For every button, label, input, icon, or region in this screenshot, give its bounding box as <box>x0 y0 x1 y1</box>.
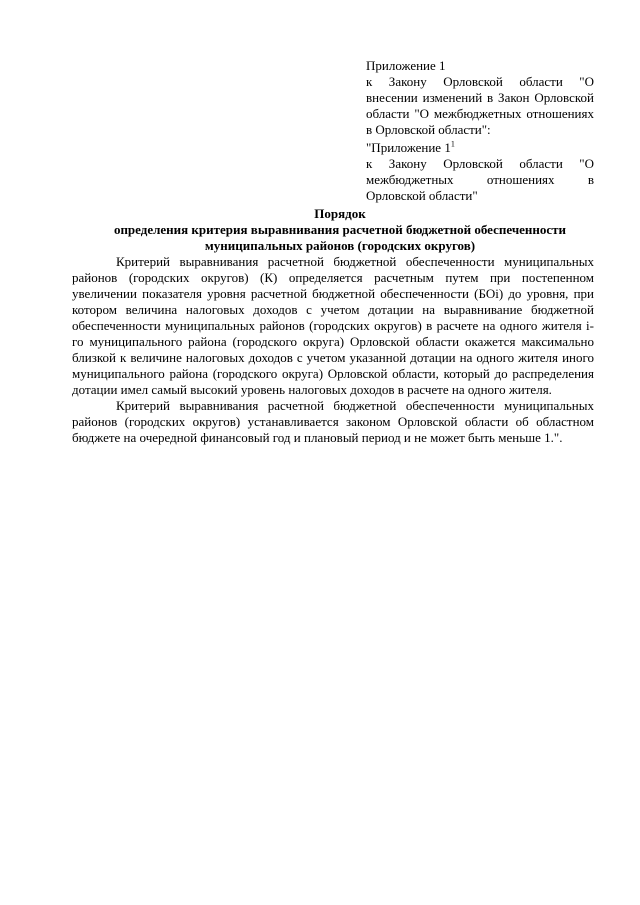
appendix-2-heading <box>366 140 594 204</box>
appendix-2-text: к Закону Орловской области "О межбюджетных отношениях в Орловской области" <box>366 156 594 203</box>
appendix-1-text: к Закону Орловской области "О внесении изменений в Закон Орловской области "О межбюджетных отношениях в Орловской области": <box>366 74 594 137</box>
appendix-2-title-line <box>366 140 594 156</box>
title-line-2: определения критерия выравнивания расчетной бюджетной обеспеченности <box>113 222 567 237</box>
body-paragraph-2: Критерий выравнивания расчетной бюджетной обеспеченности муниципальных районов (городских округов) устанавливается законом Орловской области об областном бюджете на очередной финансовый год и плановый период и не может быть меньше 1.". <box>72 398 594 445</box>
appendix-2-superscript: 1 <box>450 139 455 149</box>
document-title <box>70 206 610 254</box>
appendix-1-heading <box>366 58 594 138</box>
appendix-2-title: "Приложение 1 <box>366 140 451 155</box>
body-paragraph-1: Критерий выравнивания расчетной бюджетной обеспеченности муниципальных районов (городских округов) (К) определяется расчетным путем при постепенном увеличении показателя уровня расчетной бюджетной обеспеченности (БОi) до уровня, при котором величина налоговых доходов с учетом дотации на выравнивание бюджетной обеспеченности муниципальных районов (городских округов) в расчете на одного жителя i-го муниципального района (городского округа) Орловской области окажется максимально близкой к величине налоговых доходов с учетом указанной дотации на одного жителя иного муниципального района (городского округа) Орловской области, который до распределения дотации имел самый высокий уровень налоговых доходов в расчете на одного жителя. <box>72 254 594 397</box>
appendix-1-title: Приложение 1 <box>366 58 446 73</box>
document-body <box>72 254 594 446</box>
title-line-1: Порядок <box>314 206 366 221</box>
title-line-3: муниципальных районов (городских округов) <box>204 238 476 253</box>
